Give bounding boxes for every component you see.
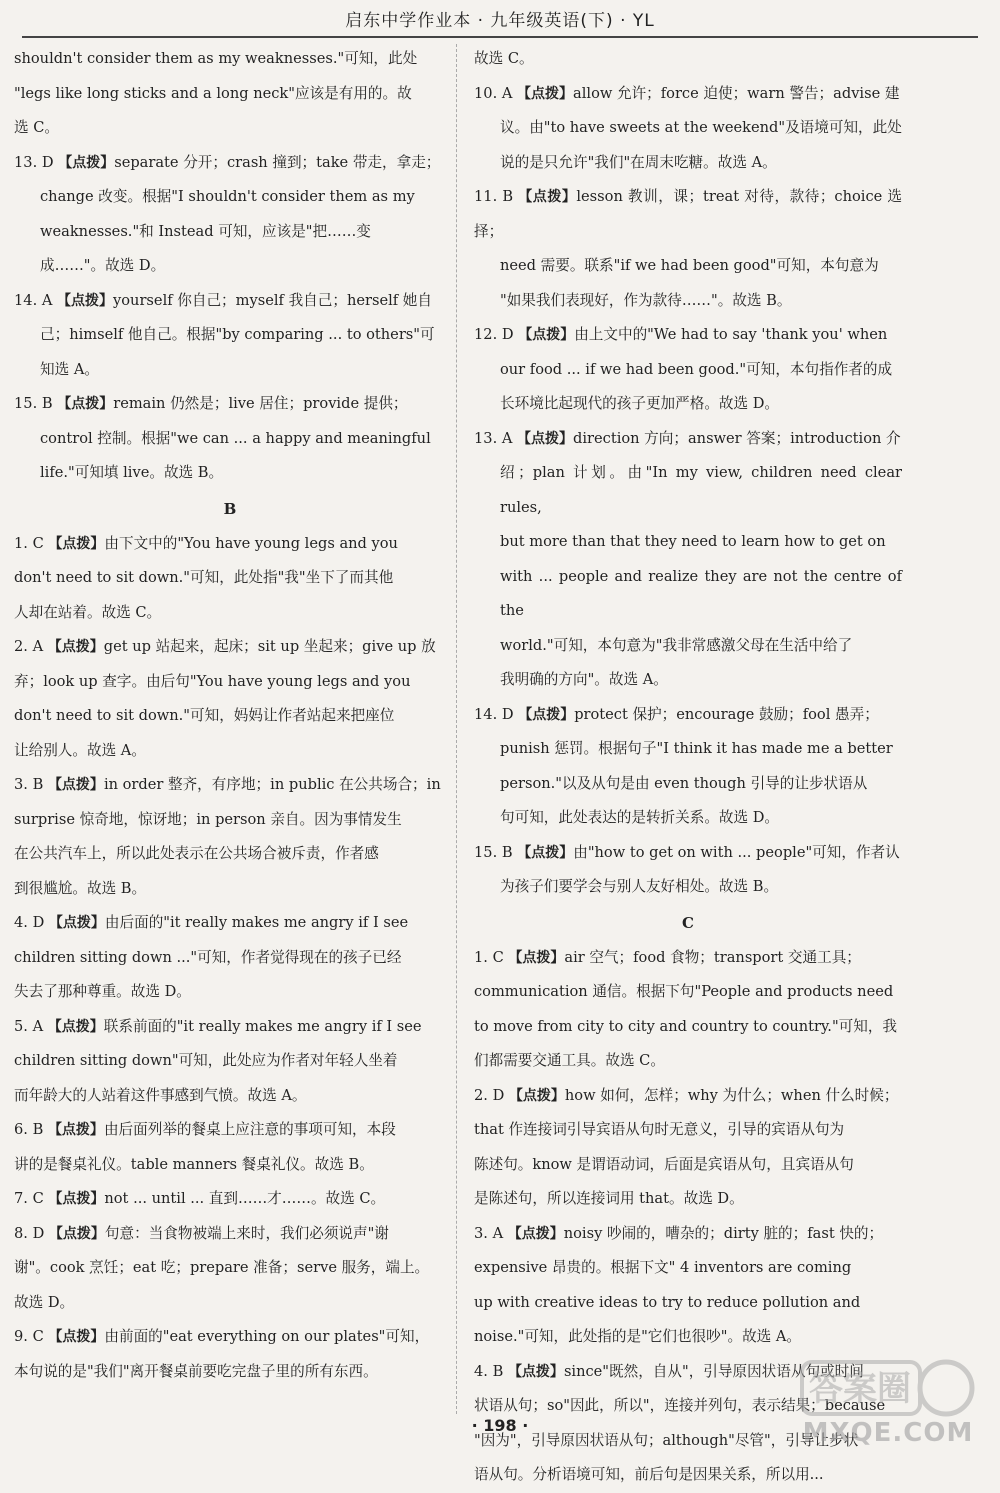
text-line: 在公共汽车上，所以此处表示在公共场合被斥责，作者感 [14,845,379,862]
answer-number: 2. D [474,1086,505,1104]
answer-number: 1. C [14,534,44,552]
text-line: communication 通信。根据下句"People and products need [474,983,894,1000]
answer-item [474,836,902,871]
text-line: 我明确的方向"。故选 A。 [500,671,668,688]
answer-text: protect 保护；encourage 鼓励；fool 愚弄； [574,705,879,723]
hint-tag: 【点拨】 [47,1018,104,1035]
answer-item [14,1010,446,1045]
text-line: 说的是只允许"我们"在周末吃糖。故选 A。 [500,153,777,171]
column-divider [456,44,458,1414]
answer-text: 由后面列举的餐桌上应注意的事项可知，本段 [103,1121,396,1138]
answer-item [14,1113,446,1148]
text-line: weaknesses."和 Instead 可知，应该是"把……变 [40,222,371,240]
section-heading: B [223,499,237,518]
answer-text: 由后面的"it really makes me angry if I see [104,914,409,931]
answer-text: since"既然，自从"，引导原因状语从句或时间 [563,1362,864,1380]
answer-number: 12. D [474,326,514,343]
answer-item [14,1182,446,1217]
text-line: expensive 昂贵的。根据下文" 4 inventors are coming [474,1259,852,1276]
hint-tag: 【点拨】 [517,85,574,102]
text-line: 而年龄大的人站着这件事感到气愤。故选 A。 [14,1086,307,1104]
text-line: world."可知，本句意为"我非常感激父母在生活中给了 [500,636,853,654]
text-line: 是陈述句，所以连接词用 that。故选 D。 [474,1190,744,1207]
answer-number: 3. B [14,776,44,793]
answer-item [14,387,446,422]
watermark-url: MXQE.COM [802,1418,974,1448]
text-line: 长环境比起现代的孩子更加严格。故选 D。 [500,395,780,412]
left-column [14,42,446,1389]
answer-text: direction 方向；answer 答案；introduction 介 [573,429,901,447]
text-line: 故选 D。 [14,1293,75,1311]
answer-number: 3. A [474,1224,504,1242]
text-line: 们都需要交通工具。故选 C。 [474,1052,665,1069]
text-line: with ... people and realize they are not the centre of the [500,567,902,619]
answer-text: 由前面的"eat everything on our plates"可知， [104,1328,430,1345]
hint-tag: 【点拨】 [47,777,104,793]
text-line: 让给别人。故选 A。 [14,741,146,759]
text-line: 故选 C。 [474,50,534,67]
answer-text: 由下文中的"You have young legs and you [104,534,398,552]
answer-item [474,698,902,733]
text-line: 议。由"to have sweets at the weekend"及语境可知，此处 [500,119,902,136]
text-line: 到很尴尬。故选 B。 [14,879,147,897]
answer-text: 句意：当食物被端上来时，我们必须说声"谢 [104,1224,389,1242]
answer-item [474,180,902,249]
header-title: 启东中学作业本 · 九年级英语(下) · YL [345,11,655,31]
answer-item [474,941,902,976]
answer-item [14,768,446,803]
answer-number: 11. B [474,188,514,205]
text-line: "因为"，引导原因状语从句；although"尽管"，引导让步状 [474,1431,859,1449]
hint-tag: 【点拨】 [58,154,115,171]
answer-number: 9. C [14,1328,44,1345]
hint-tag: 【点拨】 [518,327,575,343]
answer-number: 6. B [14,1121,44,1138]
text-line: 己；himself 他自己。根据"by comparing ... to others"可 [40,326,435,343]
text-line: 为孩子们要学会与别人友好相处。故选 B。 [500,878,779,895]
answer-item [14,1320,446,1355]
text-line: 本句说的是"我们"离开餐桌前要吃完盘子里的所有东西。 [14,1362,378,1380]
text-line: shouldn't consider them as my weaknesses."可知，此处 [14,50,418,67]
text-line: 选 C。 [14,119,59,136]
answer-number: 4. D [14,914,45,931]
answer-number: 1. C [474,948,504,966]
text-line: person."以及从句是由 even though 引导的让步状语从 [500,774,868,792]
text-line: but more than that they need to learn how to get on [500,533,886,550]
text-line: children sitting down"可知，此处应为作者对年轻人坐着 [14,1052,398,1069]
text-line: noise."可知，此处指的是"它们也很吵"。故选 A。 [474,1328,802,1345]
answer-item [14,146,446,181]
hint-tag: 【点拨】 [48,1191,105,1207]
answer-text: not ... until ... 直到……才……。故选 C。 [104,1190,386,1207]
text-line: "legs like long sticks and a long neck"应该是有用的。故 [14,84,412,102]
answer-text: allow 允许；force 迫使；warn 警告；advise 建 [573,84,900,102]
text-line: up with creative ideas to try to reduce pollution and [474,1293,861,1311]
text-line: 状语从句；so"因此，所以"，连接并列句，表示结果；because [474,1397,886,1414]
text-line: 讲的是餐桌礼仪。table manners 餐桌礼仪。故选 B。 [14,1155,374,1173]
hint-tag: 【点拨】 [518,189,577,205]
watermark [798,1356,978,1456]
hint-tag: 【点拨】 [507,1225,564,1242]
answer-number: 13. D [14,153,54,171]
page-number: · 198 · [471,1416,529,1435]
watermark-logo-icon [798,1356,978,1420]
text-line: 句可知，此处表达的是转折关系。故选 D。 [500,809,780,826]
text-line: "如果我们表现好，作为款待……"。故选 B。 [500,291,792,309]
answer-item [474,77,902,112]
text-line: 语从句。分析语境可知，前后句是因果关系，所以用... [474,1466,824,1483]
answer-text: 联系前面的"it really makes me angry if I see [103,1017,422,1035]
hint-tag: 【点拨】 [48,1225,105,1242]
text-line: our food ... if we had been good."可知，本句指作者的成 [500,360,893,378]
answer-item [14,527,446,562]
answer-item [474,318,902,353]
text-line: 绍；plan 计划。由"In my view, children need clear rules, [500,464,902,516]
text-line: don't need to sit down."可知，此处指"我"坐下了而其他 [14,569,394,586]
text-line: 人却在站着。故选 C。 [14,603,162,621]
answer-item [14,906,446,941]
answer-number: 14. D [474,705,514,723]
answer-number: 10. A [474,84,513,102]
text-line: need 需要。联系"if we had been good"可知，本句意为 [500,257,879,274]
answer-text: separate 分开；crash 撞到；take 带走，拿走； [114,153,441,171]
text-line: punish 惩罚。根据句子"I think it has made me a better [500,740,893,757]
hint-tag: 【点拨】 [48,915,105,931]
section-heading: C [682,913,694,932]
text-line: to move from city to city and country to country."可知，我 [474,1017,898,1035]
text-line: that 作连接词引导宾语从句时无意义，引导的宾语从句为 [474,1121,845,1138]
hint-tag: 【点拨】 [518,706,575,723]
answer-item [474,422,902,457]
answer-text: remain 仍然是；live 居住；provide 提供； [113,395,408,412]
text-line: life."可知填 live。故选 B。 [40,464,224,481]
text-line: children sitting down ..."可知，作者觉得现在的孩子已经 [14,948,402,966]
answer-number: 8. D [14,1224,45,1242]
answer-number: 13. A [474,429,513,447]
hint-tag: 【点拨】 [517,844,574,861]
answer-text: air 空气；food 食物；transport 交通工具； [564,948,861,966]
answer-item [14,284,446,319]
hint-tag: 【点拨】 [48,1329,105,1345]
hint-tag: 【点拨】 [507,1363,564,1380]
page-header [22,0,978,38]
answer-number: 4. B [474,1362,504,1380]
hint-tag: 【点拨】 [508,949,565,966]
answer-item [474,1079,902,1114]
answer-text: noisy 吵闹的，嘈杂的；dirty 脏的；fast 快的； [563,1224,884,1242]
answer-item [14,630,446,665]
answer-number: 2. A [14,638,44,655]
answer-number: 15. B [14,395,53,412]
hint-tag: 【点拨】 [47,1122,104,1138]
answer-number: 5. A [14,1017,44,1035]
answer-item [14,1217,446,1252]
answer-text: lesson 教训，课；treat 对待，款待；choice 选择； [474,188,903,240]
answer-text: in order 整齐，有序地；in public 在公共场合；in [103,776,441,793]
answer-item [474,1217,902,1252]
svg-text:答案圈: 答案圈 [809,1369,911,1409]
hint-tag: 【点拨】 [517,430,574,447]
answer-text: yourself 你自己；myself 我自己；herself 她自 [113,291,432,309]
answer-number: 14. A [14,291,53,309]
hint-tag: 【点拨】 [47,639,104,655]
text-line: 谢"。cook 烹饪；eat 吃；prepare 准备；serve 服务，端上。 [14,1259,430,1276]
hint-tag: 【点拨】 [508,1087,565,1104]
text-line: control 控制。根据"we can ... a happy and meaningful [40,429,431,447]
answer-number: 7. C [14,1190,44,1207]
text-line: 失去了那种尊重。故选 D。 [14,983,191,1000]
answer-text: how 如何，怎样；why 为什么；when 什么时候； [564,1086,899,1104]
text-line: surprise 惊奇地，惊讶地；in person 亲自。因为事情发生 [14,810,402,828]
right-column [474,42,902,1493]
text-line: 知选 A。 [40,360,99,378]
text-line: change 改变。根据"I shouldn't consider them as my [40,188,415,205]
answer-text: 由"how to get on with ... people"可知，作者认 [573,843,900,861]
text-line: 陈述句。know 是谓语动词，后面是宾语从句，且宾语从句 [474,1155,854,1173]
hint-tag: 【点拨】 [48,535,105,552]
answer-text: get up 站起来，起床；sit up 坐起来；give up 放 [103,638,436,655]
text-line: don't need to sit down."可知，妈妈让作者站起来把座位 [14,707,395,724]
hint-tag: 【点拨】 [57,396,114,412]
answer-text: 由上文中的"We had to say 'thank you' when [574,326,888,343]
text-line: 弃；look up 查字。由后句"You have young legs and you [14,672,411,690]
hint-tag: 【点拨】 [57,292,114,309]
text-line: 成……"。故选 D。 [40,257,166,274]
answer-number: 15. B [474,843,513,861]
